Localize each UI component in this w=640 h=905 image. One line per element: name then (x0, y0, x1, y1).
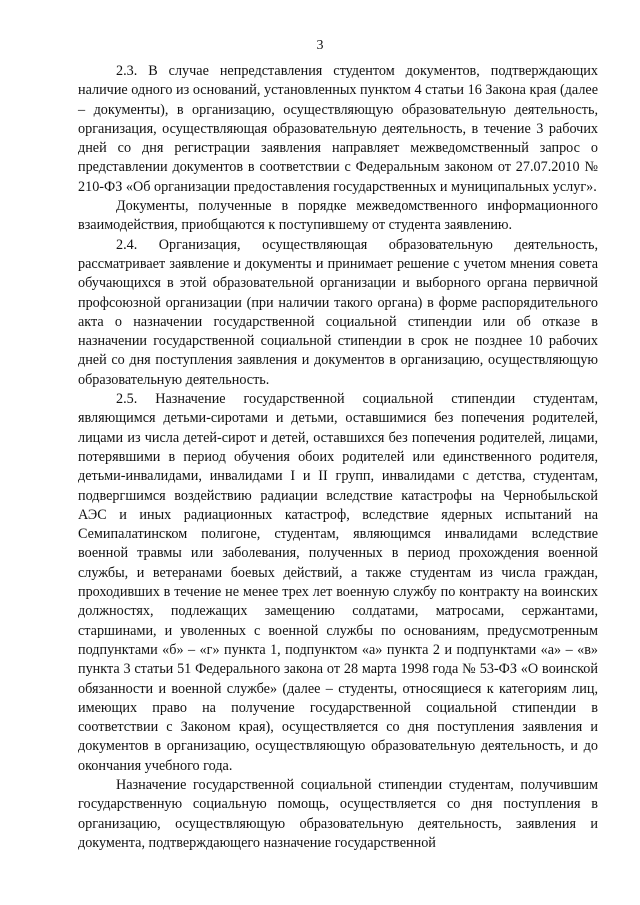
document-body (78, 62, 598, 853)
paragraph-assignment: Назначение государственной социальной стипендии студентам, получившим государственную социальную помощь, осуществляется со дня поступления в организацию, осуществляющую образовательную деятельность, заявления и документа, подтверждающего назначение государственной (78, 776, 598, 851)
paragraph-2-4: 2.4. Организация, осуществляющая образовательную деятельность, рассматривает заявление и документы и принимает решение с учетом мнения совета обучающихся в этой образовательной организации и выборного органа первичной профсоюзной организации (при наличии такого органа) в форме распорядительного акта о назначении государственной социальной стипендии или об отказе в назначении государственной социальной стипендии в срок не позднее 10 рабочих дней со дня поступления заявления и документов в организацию, осуществляющую образовательную деятельность. (78, 236, 598, 388)
paragraph-2-3: 2.3. В случае непредставления студентом документов, подтверждающих наличие одного из оснований, установленных пунктом 4 статьи 16 Закона края (далее – документы), в организацию, осуществляющую образовательную деятельность, организация, осуществляющая образовательную деятельность, в течение 3 рабочих дней со дня регистрации заявления направляет межведомственный запрос о представлении документов в соответствии с Федеральным законом от 27.07.2010 № 210-ФЗ «Об организации предоставления государственных и муниципальных услуг». (78, 63, 598, 195)
page-number: 3 (316, 38, 324, 53)
paragraph-2-5: 2.5. Назначение государственной социальной стипендии студентам, являющимся детьми-сиротами и детьми, оставшимися без попечения родителей, лицами из числа детей-сирот и детей, оставшихся без попечения родителей, лицами, потерявшими в период обучения обоих родителей или единственного родителя, детьми-инвалидами, инвалидами I и II групп, инвалидами с детства, студентам, подвергшимся воздействию радиации вследствие катастрофы на Чернобыльской АЭС и иных радиационных катастроф, вследствие ядерных испытаний на Семипалатинском полигоне, студентам, являющимся инвалидами вследствие военной травмы или заболевания, полученных в период прохождения военной службы, и ветеранами боевых действий, а также студентам из числа граждан, проходивших в течение не менее трех лет военную службу по контракту на воинских должностях, подлежащих замещению солдатами, матросами, сержантами, старшинами, и уволенных с военной службы по основаниям, предусмотренным подпунктами «б» – «г» пункта 1, подпунктом «а» пункта 2 и подпунктами «а» – «в» пункта 3 статьи 51 Федерального закона от 28 марта 1998 года № 53-ФЗ «О воинской обязанности и военной службе» (далее – студенты, относящиеся к категориям лиц, имеющих право на получение государственной социальной стипендии в соответствии с Законом края), осуществляется со дня поступления заявления и документов в организацию, осуществляющую образовательную деятельность, и до окончания учебного года. (78, 391, 598, 774)
paragraph-documents: Документы, полученные в порядке межведомственного информационного взаимодействия, приобщаются к поступившему от студента заявлению. (78, 198, 598, 234)
